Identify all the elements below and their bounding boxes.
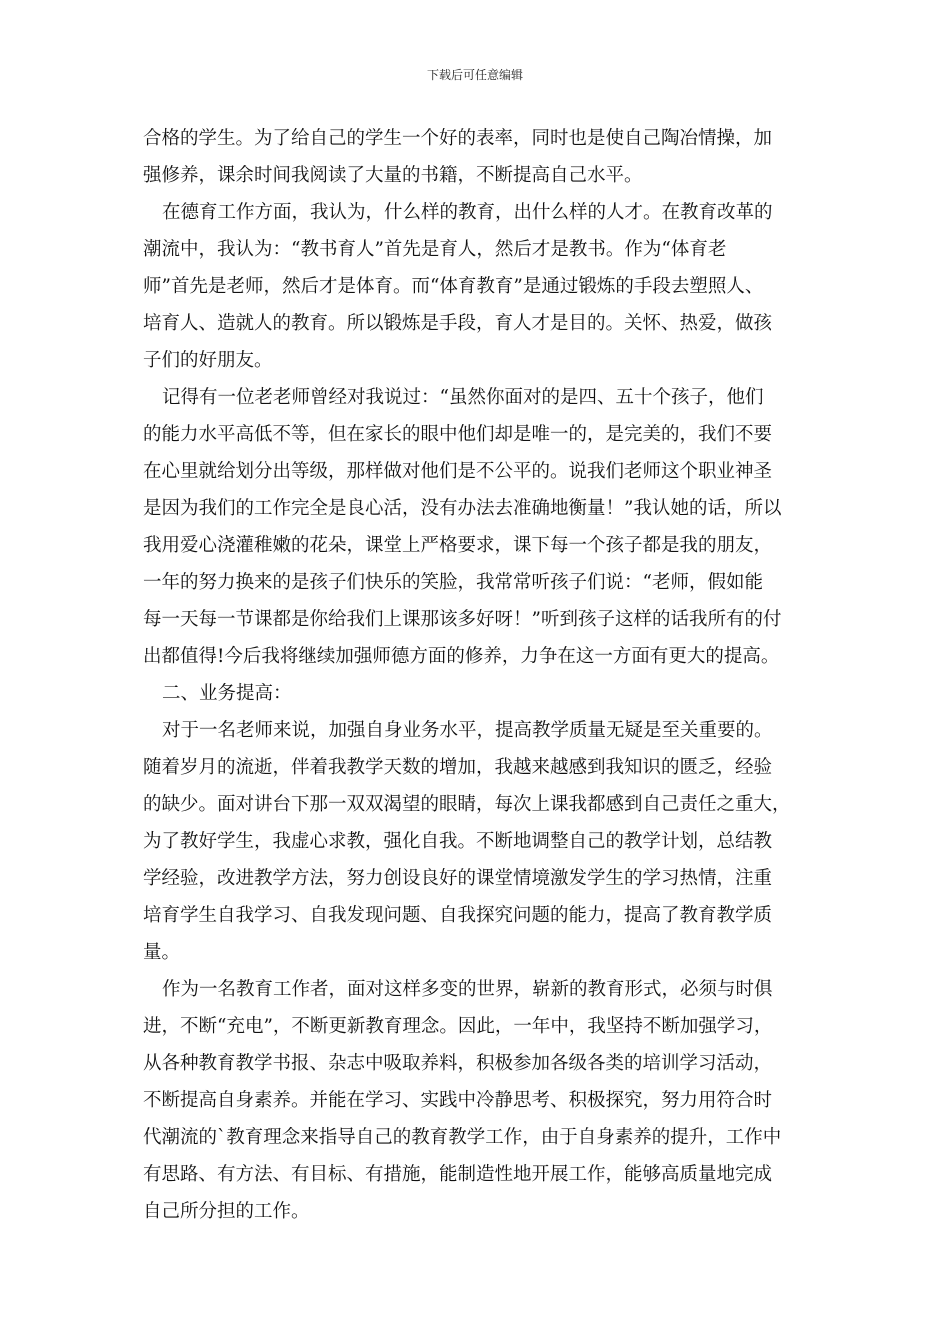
text-line: 不断提高自身素养。并能在学习、实践中冷静思考、积极探究，努力用符合时 [143, 1090, 773, 1111]
text-line: 量。 [143, 942, 181, 963]
text-line: 二、业务提高： [162, 683, 292, 704]
text-line: 在心里就给划分出等级，那样做对他们是不公平的。说我们老师这个职业神圣 [143, 461, 773, 482]
text-line: 合格的学生。为了给自己的学生一个好的表率，同时也是使自己陶冶情操，加 [143, 128, 773, 149]
text-line: 师”首先是老师，然后才是体育。而“体育教育”是通过锻炼的手段去塑照人、 [143, 276, 764, 297]
text-line: 随着岁月的流逝，伴着我教学天数的增加，我越来越感到我知识的匮乏，经验 [143, 757, 773, 778]
text-line: 培育学生自我学习、自我发现问题、自我探究问题的能力，提高了教育教学质 [143, 905, 773, 926]
text-line: 为了教好学生，我虚心求教，强化自我。不断地调整自己的教学计划，总结教 [143, 831, 773, 852]
text-line: 出都值得!今后我将继续加强师德方面的修养，力争在这一方面有更大的提高。 [143, 646, 780, 667]
text-line: 进，不断“充电”，不断更新教育理念。因此，一年中，我坚持不断加强学习， [143, 1016, 773, 1037]
document-body [143, 120, 823, 1230]
text-line: 是因为我们的工作完全是良心活，没有办法去准确地衡量！”我认她的话，所以 [143, 498, 782, 519]
text-line: 强修养，课余时间我阅读了大量的书籍，不断提高自己水平。 [143, 165, 643, 186]
text-line: 的能力水平高低不等，但在家长的眼中他们却是唯一的，是完美的，我们不要 [143, 424, 773, 445]
text-line: 每一天每一节课都是你给我们上课那该多好呀！”听到孩子这样的话我所有的付 [143, 609, 782, 630]
text-line: 对于一名老师来说，加强自身业务水平，提高教学质量无疑是至关重要的。 [162, 720, 773, 741]
text-line: 自己所分担的工作。 [143, 1201, 310, 1222]
text-line: 一年的努力换来的是孩子们快乐的笑脸，我常常听孩子们说：“老师，假如能 [143, 572, 763, 593]
text-line: 从各种教育教学书报、杂志中吸取养料，积极参加各级各类的培训学习活动， [143, 1053, 773, 1074]
text-line: 记得有一位老老师曾经对我说过：“虽然你面对的是四、五十个孩子，他们 [162, 387, 764, 408]
text-line: 子们的好朋友。 [143, 350, 273, 371]
text-line: 代潮流的`教育理念来指导自己的教育教学工作，由于自身素养的提升，工作中 [143, 1127, 782, 1148]
text-line: 作为一名教育工作者，面对这样多变的世界，崭新的教育形式，必须与时俱 [162, 979, 773, 1000]
text-line: 潮流中，我认为：“教书育人”首先是育人，然后才是教书。作为“体育老 [143, 239, 727, 260]
text-line: 的缺少。面对讲台下那一双双渴望的眼睛，每次上课我都感到自己责任之重大， [143, 794, 791, 815]
text-line: 有思路、有方法、有目标、有措施，能制造性地开展工作，能够高质量地完成 [143, 1164, 773, 1185]
text-line: 培育人、造就人的教育。所以锻炼是手段，育人才是目的。关怀、热爱，做孩 [143, 313, 773, 334]
page-header: 下载后可任意编辑 [426, 68, 523, 82]
text-line: 学经验，改进教学方法，努力创设良好的课堂情境激发学生的学习热情，注重 [143, 868, 773, 889]
text-line: 我用爱心浇灌稚嫩的花朵，课堂上严格要求，课下每一个孩子都是我的朋友， [143, 535, 773, 556]
text-line: 在德育工作方面，我认为，什么样的教育，出什么样的人才。在教育改革的 [162, 202, 773, 223]
